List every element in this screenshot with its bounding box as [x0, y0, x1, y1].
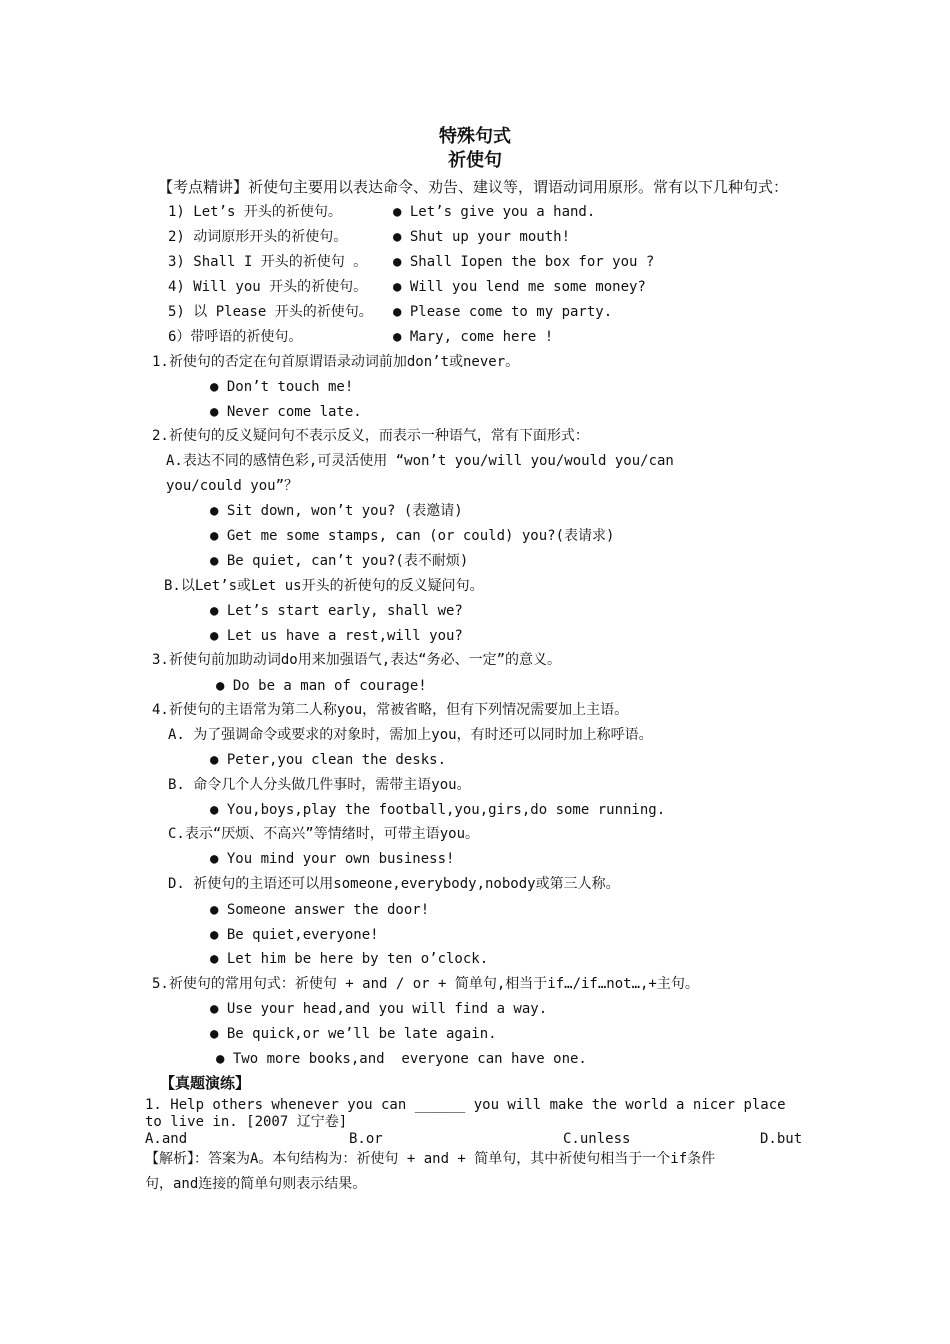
form-label: 4) Will you 开头的祈使句。 [168, 279, 368, 295]
form-example: ● Let’s give you a hand. [393, 204, 596, 220]
example-item: ● Do be a man of courage! [216, 678, 427, 694]
question-text: 1. Help others whenever you can ______ you will make the world a nicer place [145, 1097, 786, 1113]
subsection-text: you/could you”？ [166, 478, 299, 494]
section-heading: 3.祈使句前加助动词do用来加强语气,表达“务必、一定”的意义。 [152, 652, 561, 668]
page-subtitle: 祈使句 [448, 150, 502, 171]
form-example: ● Mary, come here ! [393, 329, 554, 345]
example-item: ● Be quick,or we’ll be late again. [210, 1026, 497, 1042]
form-example: ● Please come to my party. [393, 304, 613, 320]
example-item: ● You,boys,play the football,you,girs,do some running. [210, 802, 666, 818]
form-example: ● Shall Iopen the box for you ? [393, 254, 655, 270]
question-text: to live in. [2007 辽宁卷] [145, 1114, 348, 1130]
form-label: 6）带呼语的祈使句。 [168, 329, 303, 345]
form-label: 3) Shall I 开头的祈使句 。 [168, 254, 368, 270]
option-c: C.unless [563, 1131, 631, 1147]
form-example: ● Will you lend me some money? [393, 279, 646, 295]
section-heading: 1.祈使句的否定在句首原谓语录动词前加don’t或never。 [152, 354, 520, 370]
example-item: ● Let him be here by ten o’clock. [210, 951, 489, 967]
example-item: ● You mind your own business! [210, 851, 455, 867]
example-item: ● Never come late. [210, 404, 362, 420]
example-item: ● Two more books,and everyone can have one. [216, 1051, 587, 1067]
example-item: ● Be quiet, can’t you?(表不耐烦) [210, 553, 469, 569]
example-item: ● Let’s start early, shall we? [210, 603, 463, 619]
page-title: 特殊句式 [439, 126, 511, 147]
form-label: 5) 以 Please 开头的祈使句。 [168, 304, 373, 320]
example-item: ● Don’t touch me! [210, 379, 354, 395]
subsection-text: A.表达不同的感情色彩,可灵活使用 “won’t you/will you/would you/can [166, 453, 674, 469]
form-label: 2) 动词原形开头的祈使句。 [168, 229, 348, 245]
practice-heading: 【真题演练】 [160, 1074, 251, 1092]
subsection-text: D. 祈使句的主语还可以用someone,everybody,nobody或第三人称。 [168, 876, 620, 892]
option-d: D.but [760, 1131, 803, 1147]
example-item: ● Be quiet,everyone! [210, 927, 379, 943]
subsection-text: C.表示“厌烦、不高兴”等情绪时，可带主语you。 [168, 826, 479, 842]
example-item: ● Get me some stamps, can (or could) you?(表请求) [210, 528, 615, 544]
intro-text: 【考点精讲】祈使句主要用以表达命令、劝告、建议等，谓语动词用原形。常有以下几种句式： [158, 178, 789, 196]
subsection-text: A. 为了强调命令或要求的对象时，需加上you，有时还可以同时加上称呼语。 [168, 727, 653, 743]
section-heading: 5.祈使句的常用句式：祈使句 + and / or + 简单句,相当于if…/if…not…,+主句。 [152, 976, 699, 992]
example-item: ● Someone answer the door! [210, 902, 430, 918]
answer-text: 【解析】：答案为A。本句结构为：祈使句 + and + 简单句，其中祈使句相当于一个if条件 [145, 1151, 716, 1167]
option-a: A.and [145, 1131, 188, 1147]
example-item: ● Peter,you clean the desks. [210, 752, 447, 768]
subsection-text: B. 命令几个人分头做几件事时，需带主语you。 [168, 777, 471, 793]
answer-text: 句，and连接的简单句则表示结果。 [145, 1176, 367, 1192]
example-item: ● Sit down, won’t you? (表邀请) [210, 503, 463, 519]
form-example: ● Shut up your mouth! [393, 229, 571, 245]
section-heading: 4.祈使句的主语常为第二人称you，常被省略，但有下列情况需要加上主语。 [152, 702, 629, 718]
example-item: ● Let us have a rest,will you? [210, 628, 463, 644]
form-label: 1) Let’s 开头的祈使句。 [168, 204, 342, 220]
option-b: B.or [349, 1131, 383, 1147]
section-heading: 2.祈使句的反义疑问句不表示反义，而表示一种语气，常有下面形式： [152, 428, 589, 444]
example-item: ● Use your head,and you will find a way. [210, 1001, 548, 1017]
subsection-text: B.以Let’s或Let us开头的祈使句的反义疑问句。 [164, 578, 484, 594]
